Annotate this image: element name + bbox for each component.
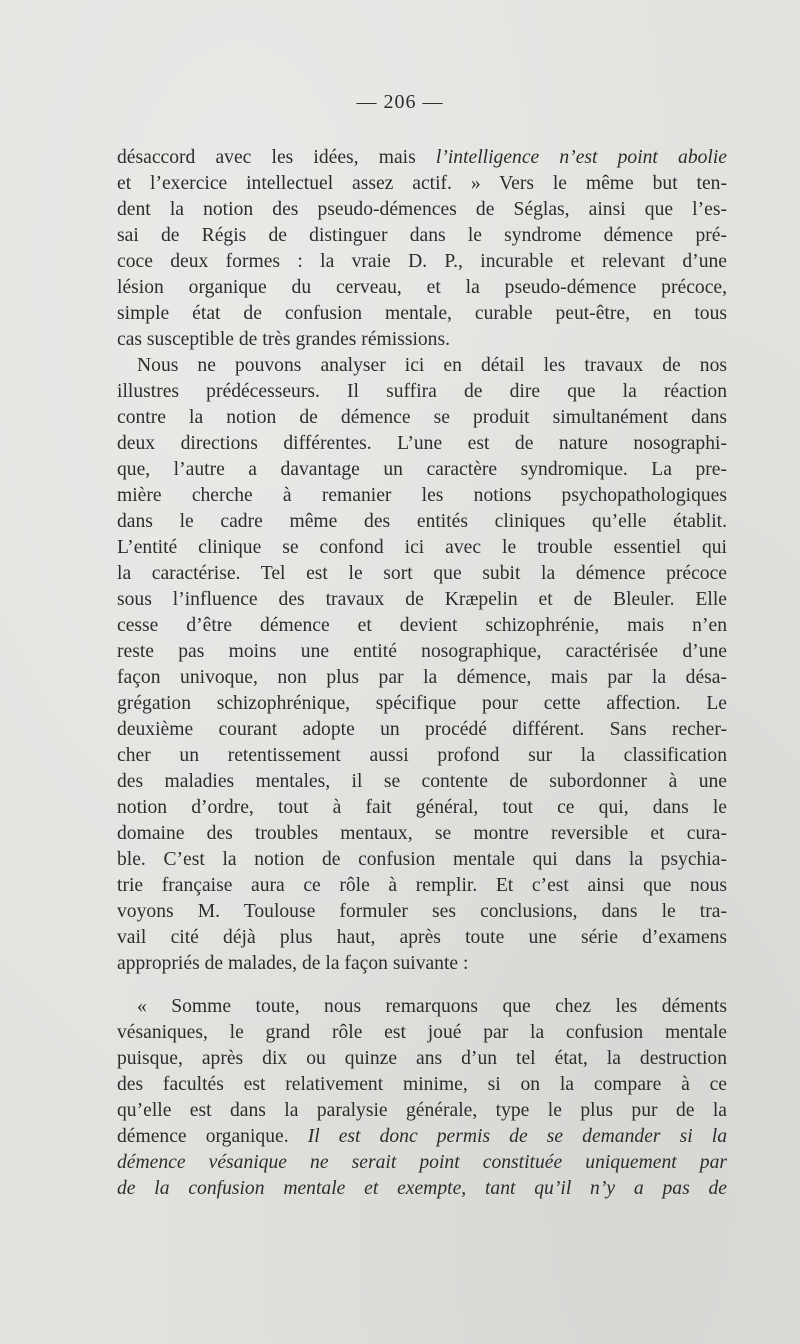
paragraph-1-line-4: sai de Régis de distinguer dans le syndrome démence pré- xyxy=(117,225,727,246)
paragraph-1-line-2: et l’exercice intellectuel assez actif. » Vers le même but ten- xyxy=(117,173,727,194)
paragraph-2-line-2: illustres prédécesseurs. Il suffira de dire que la réaction xyxy=(117,381,727,402)
paragraph-2-line-13: façon univoque, non plus par la démence, mais par la désa- xyxy=(117,667,727,688)
paragraph-1-line-7: simple état de confusion mentale, curable peut-être, en tous xyxy=(117,303,727,324)
paragraph-1-line-8: cas susceptible de très grandes rémissions. xyxy=(117,329,451,350)
paragraph-2-line-9: la caractérise. Tel est le sort que subit la démence précoce xyxy=(117,563,727,584)
paragraph-3-line-6 xyxy=(117,1124,727,1150)
paragraph-2-line-20: ble. C’est la notion de confusion mentale qui dans la psychia- xyxy=(117,849,727,870)
paragraph-2-line-19: domaine des troubles mentaux, se montre reversible et cura- xyxy=(117,823,727,844)
paragraph-2-line-10: sous l’influence des travaux de Kræpelin et de Bleuler. Elle xyxy=(117,589,727,610)
paragraph-3-line-5: qu’elle est dans la paralysie générale, type le plus pur de la xyxy=(117,1100,727,1121)
paragraph-2-line-6: mière cherche à remanier les notions psychopathologiques xyxy=(117,485,727,506)
paragraph-2-line-16: cher un retentissement aussi profond sur la classification xyxy=(117,745,727,766)
paragraph-2-line-24: appropriés de malades, de la façon suivante : xyxy=(117,953,469,974)
paragraph-2-line-7: dans le cadre même des entités cliniques qu’elle établit. xyxy=(117,511,727,532)
paragraph-3-line-2: vésaniques, le grand rôle est joué par la confusion mentale xyxy=(117,1022,727,1043)
paragraph-1-line-5: coce deux formes : la vraie D. P., incurable et relevant d’une xyxy=(117,251,727,272)
paragraph-3-line-8: de la confusion mentale et exempte, tant qu’il n’y a pas de xyxy=(117,1178,727,1199)
italic-text-run: l’intelligence n’est point abolie xyxy=(435,147,727,168)
paragraph-3-line-7: démence vésanique ne serait point constituée uniquement par xyxy=(117,1152,727,1173)
paragraph-3-line-1: « Somme toute, nous remarquons que chez les déments xyxy=(137,996,727,1017)
paragraph-2-line-17: des maladies mentales, il se contente de subordonner à une xyxy=(117,771,727,792)
paragraph-2-line-18: notion d’ordre, tout à fait général, tout ce qui, dans le xyxy=(117,797,727,818)
paragraph-2-line-8: L’entité clinique se confond ici avec le trouble essentiel qui xyxy=(117,537,727,558)
paragraph-2-line-12: reste pas moins une entité nosographique, caractérisée d’une xyxy=(117,641,727,662)
italic-text-run: Il est donc permis de se demander si la xyxy=(307,1126,728,1147)
paragraph-2-line-21: trie française aura ce rôle à remplir. Et c’est ainsi que nous xyxy=(117,875,727,896)
text-run: désaccord avec les idées, mais xyxy=(117,147,436,168)
paragraph-2-line-3: contre la notion de démence se produit simultanément dans xyxy=(117,407,727,428)
paragraph-2-line-15: deuxième courant adopte un procédé différent. Sans recher- xyxy=(117,719,727,740)
paragraph-2-line-4: deux directions différentes. L’une est de nature nosographi- xyxy=(117,433,727,454)
paragraph-1-line-1 xyxy=(117,145,727,171)
text-run: démence organique. xyxy=(117,1126,308,1147)
paragraph-2-line-23: vail cité déjà plus haut, après toute une série d’examens xyxy=(117,927,727,948)
paragraph-2-line-14: grégation schizophrénique, spécifique pour cette affection. Le xyxy=(117,693,727,714)
paragraph-3-line-3: puisque, après dix ou quinze ans d’un tel état, la destruction xyxy=(117,1048,727,1069)
paragraph-2-line-22: voyons M. Toulouse formuler ses conclusions, dans le tra- xyxy=(117,901,727,922)
page-number: — 206 — xyxy=(356,91,444,113)
paragraph-1-line-6: lésion organique du cerveau, et la pseudo-démence précoce, xyxy=(117,277,727,298)
paragraph-2-line-11: cesse d’être démence et devient schizophrénie, mais n’en xyxy=(117,615,727,636)
paragraph-1-line-3: dent la notion des pseudo-démences de Séglas, ainsi que l’es- xyxy=(117,199,727,220)
paragraph-3-line-4: des facultés est relativement minime, si on la compare à ce xyxy=(117,1074,727,1095)
paragraph-2-line-1: Nous ne pouvons analyser ici en détail les travaux de nos xyxy=(137,355,727,376)
paragraph-2-line-5: que, l’autre a davantage un caractère syndromique. La pre- xyxy=(117,459,727,480)
